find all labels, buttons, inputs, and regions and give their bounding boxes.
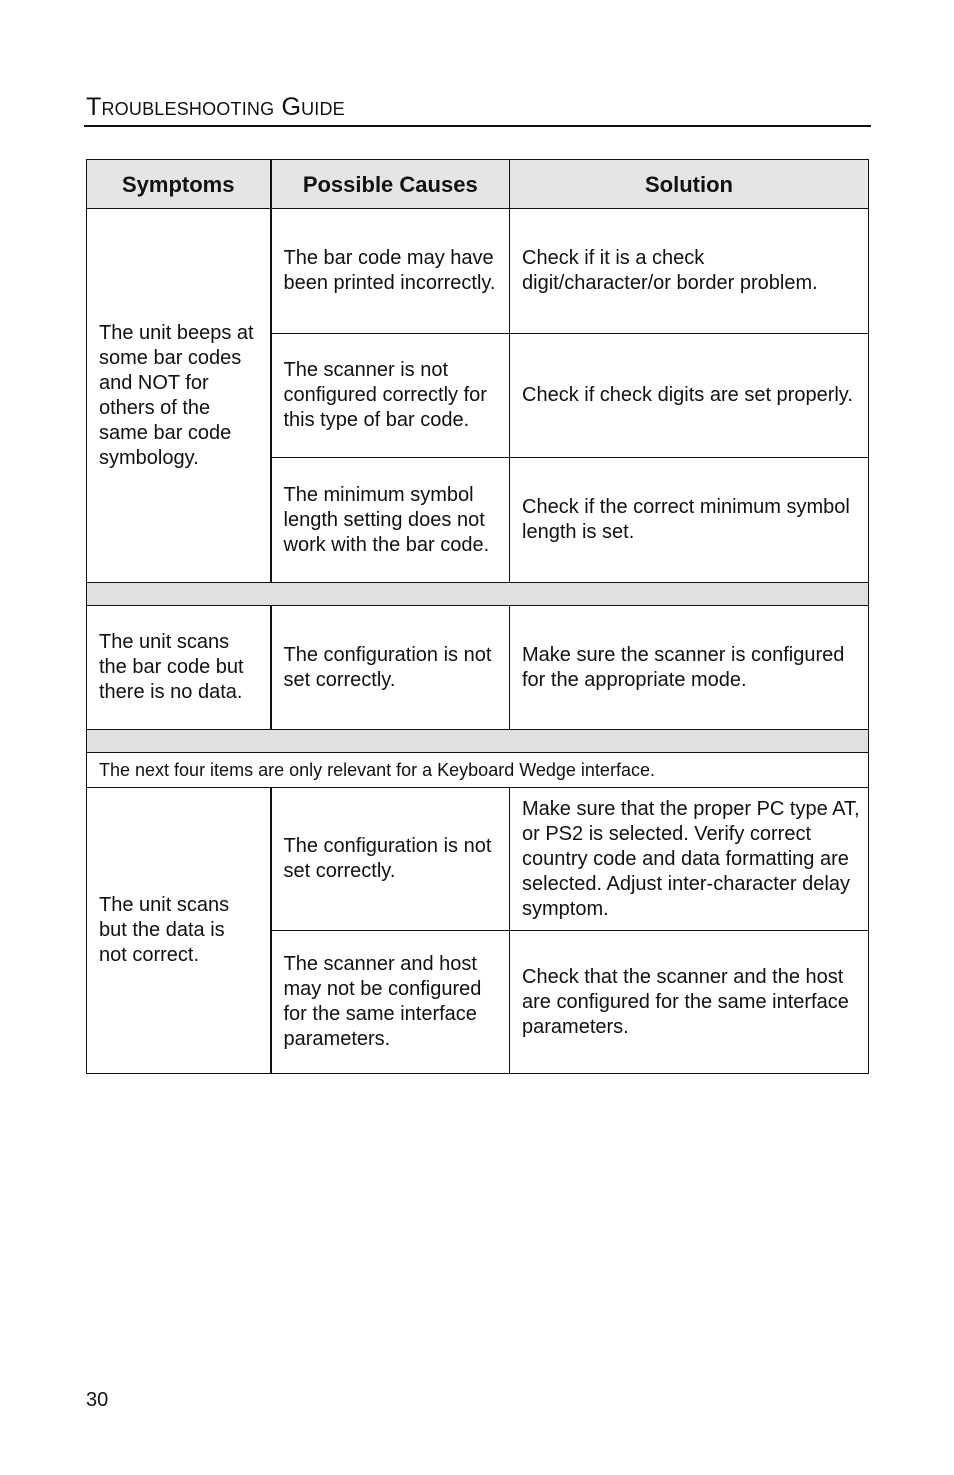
cause-cell: The scanner and host may not be configured for the same interface parameters.: [271, 931, 510, 1074]
table-row: [87, 788, 869, 931]
cause-cell: The configuration is not set correctly.: [271, 788, 510, 931]
section-separator: [87, 730, 869, 753]
solution-cell: Make sure that the proper PC type AT, or PS2 is selected. Verify correct country code and data formatting are selected. Adjust inter-character delay symptom.: [510, 788, 869, 931]
page-number: 30: [86, 1389, 109, 1411]
page-title: Troubleshooting Guide: [86, 93, 345, 121]
troubleshooting-table: [86, 159, 869, 1074]
solution-cell: Check if the correct minimum symbol length is set.: [510, 458, 869, 583]
symptom-cell: The unit scans the bar code but there is no data.: [87, 606, 271, 730]
separator-cell: [87, 583, 869, 606]
keyboard-wedge-note: The next four items are only relevant for a Keyboard Wedge interface.: [87, 753, 869, 788]
column-header-solution: Solution: [510, 160, 869, 209]
column-header-symptoms: Symptoms: [87, 160, 271, 209]
table-row: [87, 209, 869, 334]
title-divider: [84, 125, 871, 127]
solution-cell: Make sure the scanner is configured for the appropriate mode.: [510, 606, 869, 730]
solution-cell: Check if check digits are set properly.: [510, 334, 869, 458]
note-row: [87, 753, 869, 788]
cause-cell: The configuration is not set correctly.: [271, 606, 510, 730]
table-header-row: [87, 160, 869, 209]
cause-cell: The scanner is not configured correctly for this type of bar code.: [271, 334, 510, 458]
solution-cell: Check if it is a check digit/character/or border problem.: [510, 209, 869, 334]
table-row: [87, 606, 869, 730]
separator-cell: [87, 730, 869, 753]
section-separator: [87, 583, 869, 606]
symptom-cell: The unit beeps at some bar codes and NOT for others of the same bar code symbology.: [87, 209, 271, 583]
cause-cell: The minimum symbol length setting does not work with the bar code.: [271, 458, 510, 583]
solution-cell: Check that the scanner and the host are configured for the same interface parameters.: [510, 931, 869, 1074]
column-header-possible-causes: Possible Causes: [271, 160, 510, 209]
symptom-cell: The unit scans but the data is not correct.: [87, 788, 271, 1074]
cause-cell: The bar code may have been printed incorrectly.: [271, 209, 510, 334]
